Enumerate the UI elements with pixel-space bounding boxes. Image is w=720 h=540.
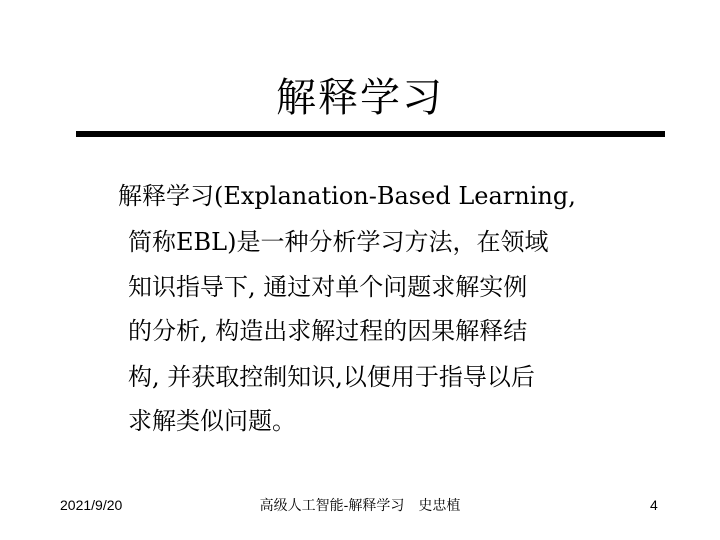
footer-page-number: 4 [650,497,658,513]
footer-center-text: 高级人工智能-解释学习 史忠植 [259,497,461,513]
body-line-1: 解释学习(Explanation-Based Learning, [118,182,576,210]
body-line-5: 构, 并获取控制知识,以便用于指导以后 [128,363,535,391]
slide-title: 解释学习 [276,75,444,121]
title-divider [76,131,665,137]
body-line-6: 求解类似问题。 [128,407,296,435]
footer-date: 2021/9/20 [60,497,123,513]
body-line-3: 知识指导下, 通过对单个问题求解实例 [128,273,528,301]
body-line-4: 的分析, 构造出求解过程的因果解释结 [128,317,528,345]
body-line-2: 简称EBL)是一种分析学习方法，在领域 [128,228,549,256]
